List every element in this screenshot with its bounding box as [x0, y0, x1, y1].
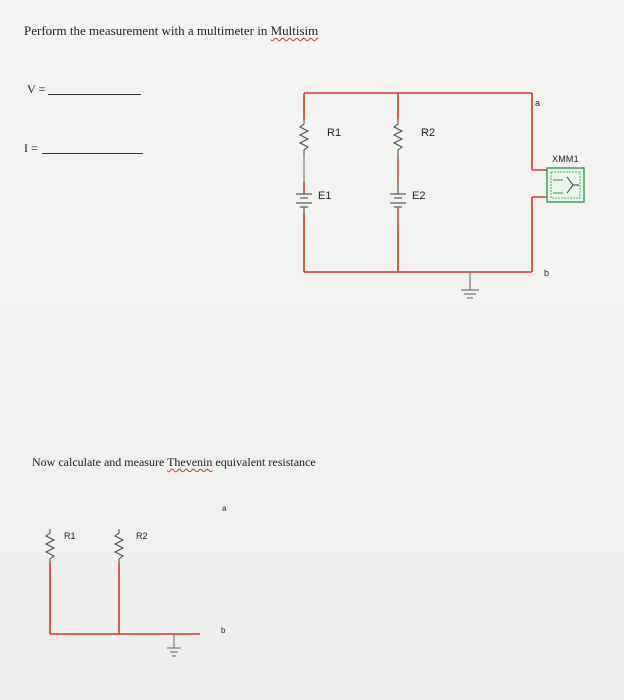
label-e1: E1: [318, 190, 332, 202]
thevenin-term: Thevenin: [167, 455, 213, 469]
meter-label: XMM1: [552, 154, 579, 164]
instruction-tool: Multisim: [270, 23, 319, 38]
node-a-label: a: [535, 98, 541, 108]
label-e2: E2: [412, 190, 426, 202]
resistor-r2-2: [115, 529, 123, 563]
node-b-label: b: [544, 268, 550, 278]
resistor-r1-2: [46, 529, 54, 563]
thevenin-suffix: equivalent resistance: [212, 455, 316, 469]
label-r1: R1: [327, 127, 342, 139]
ground-symbol-2: [167, 634, 181, 656]
node-a-label-2: a: [222, 504, 227, 513]
instruction-prefix: Perform the measurement with a multimeter in: [24, 23, 271, 38]
label-r2-2: R2: [136, 531, 148, 541]
label-r2: R2: [421, 127, 436, 139]
label-r1-2: R1: [64, 531, 76, 541]
current-label: I =: [24, 141, 38, 155]
circuit-2-wires: [50, 563, 200, 634]
node-b-label-2: b: [221, 626, 226, 635]
thevenin-prefix: Now calculate and measure: [32, 455, 168, 469]
voltage-label: V =: [27, 82, 46, 96]
